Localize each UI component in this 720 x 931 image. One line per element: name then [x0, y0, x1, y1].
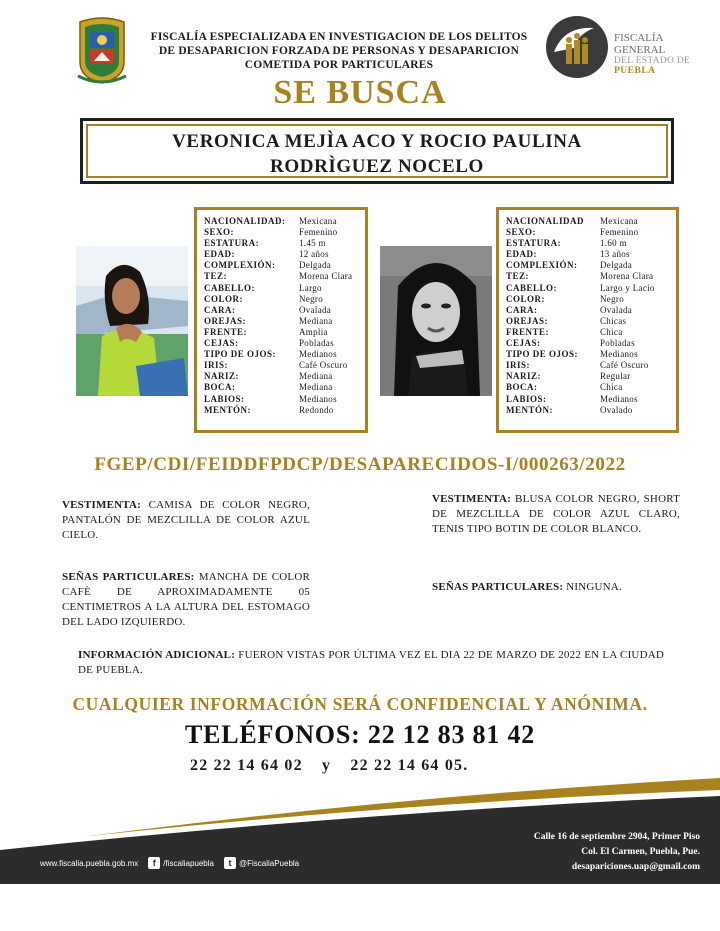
detail-row [204, 283, 359, 294]
detail-label: COLOR: [506, 293, 545, 304]
detail-row [506, 249, 670, 260]
clothing-2-label: VESTIMENTA: [432, 493, 512, 505]
detail-value: Morena Clara [600, 271, 654, 282]
detail-row [506, 294, 670, 305]
detail-row [506, 216, 670, 227]
case-number: FGEP/CDI/FEIDDFPDCP/DESAPARECIDOS-I/000263/2022 [94, 454, 626, 475]
detail-value: Ovalado [600, 404, 633, 415]
facebook-link[interactable] [148, 857, 214, 869]
detail-value: Delgada [600, 260, 633, 271]
marks-2-text: NINGUNA. [566, 581, 622, 593]
detail-label: CEJAS: [204, 338, 239, 349]
detail-row [506, 271, 670, 282]
additional-information [78, 648, 664, 678]
header-line-2: DE DESAPARICION FORZADA DE PERSONAS Y DESAPARICION [158, 45, 520, 57]
alternate-phones [190, 757, 468, 775]
detail-value: Pobladas [600, 338, 635, 349]
detail-label: CEJAS: [506, 338, 541, 349]
detail-value: Medianos [299, 349, 337, 360]
detail-label: SEXO: [204, 227, 235, 238]
detail-row [506, 260, 670, 271]
person-2-distinguishing-marks [432, 580, 680, 595]
detail-value: Mediana [299, 315, 333, 326]
detail-row [506, 382, 670, 393]
names-line-1: VERONICA MEJÌA ACO Y ROCIO PAULINA [172, 131, 582, 152]
detail-value: 1.60 m [600, 238, 627, 249]
detail-value: Medianos [600, 393, 638, 404]
detail-row [506, 349, 670, 360]
detail-value: Mediana [299, 371, 333, 382]
detail-row [506, 405, 670, 416]
detail-label: NARIZ: [204, 371, 240, 382]
person-1-details [194, 207, 368, 433]
detail-value: Amplia [299, 326, 328, 337]
detail-row [204, 260, 359, 271]
detail-label: SEXO: [506, 227, 537, 238]
address-line-2: Col. El Carmen, Puebla, Pue. [581, 847, 700, 857]
detail-label: CARA: [506, 304, 538, 315]
detail-row [204, 238, 359, 249]
detail-value: Mexicana [600, 216, 638, 226]
header-line-1: FISCALÍA ESPECIALIZADA EN INVESTIGACION DE LOS DELITOS [150, 31, 528, 43]
detail-row [204, 349, 359, 360]
detail-value: Largo y Lacio [600, 282, 655, 293]
fiscalia-logo-text [614, 32, 714, 76]
detail-row [506, 327, 670, 338]
detail-value: Redondo [299, 404, 334, 415]
twitter-icon: t [224, 857, 236, 869]
detail-row [204, 249, 359, 260]
detail-row [204, 394, 359, 405]
detail-label: OREJAS: [204, 315, 247, 326]
confidential-notice: CUALQUIER INFORMACIÓN SERÁ CONFIDENCIAL Y ANÓNIMA. [72, 694, 648, 714]
detail-row [506, 338, 670, 349]
detail-row [506, 238, 670, 249]
marks-2-label: SEÑAS PARTICULARES: [432, 581, 564, 593]
detail-value: Femenino [299, 227, 338, 238]
agency-header [140, 30, 538, 72]
detail-value: Pobladas [299, 338, 334, 349]
detail-row [204, 294, 359, 305]
detail-label: NARIZ: [506, 371, 542, 382]
phones-conjunction: y [322, 757, 332, 774]
detail-row [506, 227, 670, 238]
detail-label: MENTÓN: [204, 404, 251, 415]
additional-label: INFORMACIÓN ADICIONAL: [78, 649, 236, 661]
detail-label: NACIONALIDAD [506, 216, 585, 226]
person-1-distinguishing-marks [62, 570, 310, 630]
person-2-photo [380, 246, 492, 396]
names-line-2: RODRÌGUEZ NOCELO [270, 156, 484, 177]
detail-label: CABELLO: [506, 282, 558, 293]
detail-label: EDAD: [204, 249, 235, 260]
detail-value: Chica [600, 326, 623, 337]
header-line-3: COMETIDA POR PARTICULARES [244, 59, 434, 71]
detail-label: LABIOS: [204, 393, 245, 404]
detail-label: FRENTE: [204, 326, 248, 337]
footer-links [40, 857, 309, 869]
detail-row [204, 227, 359, 238]
detail-label: ESTATURA: [506, 238, 562, 249]
facebook-icon: f [148, 857, 160, 869]
detail-row [204, 382, 359, 393]
marks-1-text: MANCHA DE COLOR CAFÈ DE APROXIMADAMENTE 05 CENTIMETROS A LA ALTURA DEL ESTOMAGO DEL LADO IZQUIERDO. [62, 571, 311, 628]
detail-value: Mediana [299, 382, 333, 393]
missing-persons-names-box [80, 118, 674, 184]
detail-label: EDAD: [506, 249, 537, 260]
logo-line-1: FISCALÍA GENERAL [614, 32, 666, 56]
detail-row [506, 305, 670, 316]
contact-email[interactable]: desapariciones.uap@gmail.com [571, 862, 700, 872]
detail-label: TEZ: [506, 271, 530, 282]
detail-row [204, 405, 359, 416]
detail-row [506, 394, 670, 405]
detail-row [506, 316, 670, 327]
logo-line-3: PUEBLA [614, 66, 656, 76]
marks-1-label: SEÑAS PARTICULARES: [62, 571, 195, 583]
detail-label: FRENTE: [506, 326, 550, 337]
detail-row [506, 360, 670, 371]
detail-label: BOCA: [506, 382, 538, 393]
detail-row [506, 283, 670, 294]
detail-value: Mexicana [299, 216, 337, 226]
detail-label: COMPLEXIÓN: [204, 260, 276, 271]
logo-line-2: DEL ESTADO DE [614, 56, 691, 66]
detail-value: Femenino [600, 227, 639, 238]
twitter-link[interactable] [224, 857, 299, 869]
alt-phone-2: 22 22 14 64 05. [350, 757, 469, 774]
detail-value: Chicas [600, 315, 627, 326]
detail-value: Medianos [600, 349, 638, 360]
detail-row [204, 316, 359, 327]
detail-value: Negro [600, 293, 624, 304]
detail-label: CABELLO: [204, 282, 256, 293]
detail-row [204, 271, 359, 282]
detail-row [204, 216, 359, 227]
detail-label: BOCA: [204, 382, 236, 393]
person-1-clothing [62, 498, 310, 543]
detail-row [204, 327, 359, 338]
detail-value: 13 años [600, 249, 630, 260]
detail-label: NACIONALIDAD: [204, 216, 286, 226]
detail-label: IRIS: [204, 360, 229, 371]
detail-value: 12 años [299, 249, 329, 260]
clothing-1-text: CAMISA DE COLOR NEGRO, PANTALÓN DE MEZCLILLA DE COLOR AZUL CIELO. [62, 499, 310, 541]
detail-label: LABIOS: [506, 393, 547, 404]
detail-value: Ovalada [299, 304, 332, 315]
detail-label: MENTÓN: [506, 404, 553, 415]
alt-phone-1: 22 22 14 64 02 [190, 757, 303, 774]
person-2-details [496, 207, 679, 433]
office-address [534, 830, 700, 875]
detail-row [204, 305, 359, 316]
detail-label: COMPLEXIÓN: [506, 260, 578, 271]
detail-label: OREJAS: [506, 315, 549, 326]
detail-label: COLOR: [204, 293, 243, 304]
additional-text: FUERON VISTAS POR ÚLTIMA VEZ EL DIA 22 DE MARZO DE 2022 EN LA CIUDAD DE PUEBLA. [78, 649, 665, 676]
detail-label: IRIS: [506, 360, 531, 371]
detail-value: Café Oscuro [600, 360, 649, 371]
detail-label: ESTATURA: [204, 238, 260, 249]
detail-label: TIPO DE OJOS: [506, 349, 579, 360]
detail-row [204, 360, 359, 371]
fiscalia-emblem-icon [544, 14, 610, 80]
detail-value: Café Oscuro [299, 360, 348, 371]
missing-persons-names [83, 129, 671, 179]
detail-value: Medianos [299, 393, 337, 404]
detail-value: Ovalada [600, 304, 633, 315]
facebook-handle: /fiscaliapuebla [163, 858, 214, 868]
person-1-photo [76, 246, 188, 396]
wanted-title: SE BUSCA [273, 74, 447, 111]
detail-row [204, 338, 359, 349]
detail-value: Largo [299, 282, 322, 293]
detail-value: Chica [600, 382, 623, 393]
twitter-handle: @FiscaliaPuebla [238, 858, 300, 868]
address-line-1: Calle 16 de septiembre 2904, Primer Piso [533, 832, 700, 842]
detail-value: Regular [600, 371, 631, 382]
detail-label: TIPO DE OJOS: [204, 349, 277, 360]
person-2-clothing [432, 492, 680, 537]
detail-row [506, 371, 670, 382]
detail-value: Negro [299, 293, 323, 304]
clothing-2-text: BLUSA COLOR NEGRO, SHORT DE MEZCLILLA DE COLOR AZUL CLARO, TENIS TIPO BOTIN DE COLOR BLANCO. [432, 493, 681, 535]
detail-row [204, 371, 359, 382]
detail-value: 1.45 m [299, 238, 326, 249]
detail-value: Morena Clara [299, 271, 353, 282]
detail-value: Delgada [299, 260, 332, 271]
clothing-1-label: VESTIMENTA: [62, 499, 142, 511]
detail-label: TEZ: [204, 271, 228, 282]
detail-label: CARA: [204, 304, 236, 315]
website-link[interactable]: www.fiscalia.puebla.gob.mx [40, 858, 139, 868]
main-phone: TELÉFONOS: 22 12 83 81 42 [184, 720, 536, 749]
